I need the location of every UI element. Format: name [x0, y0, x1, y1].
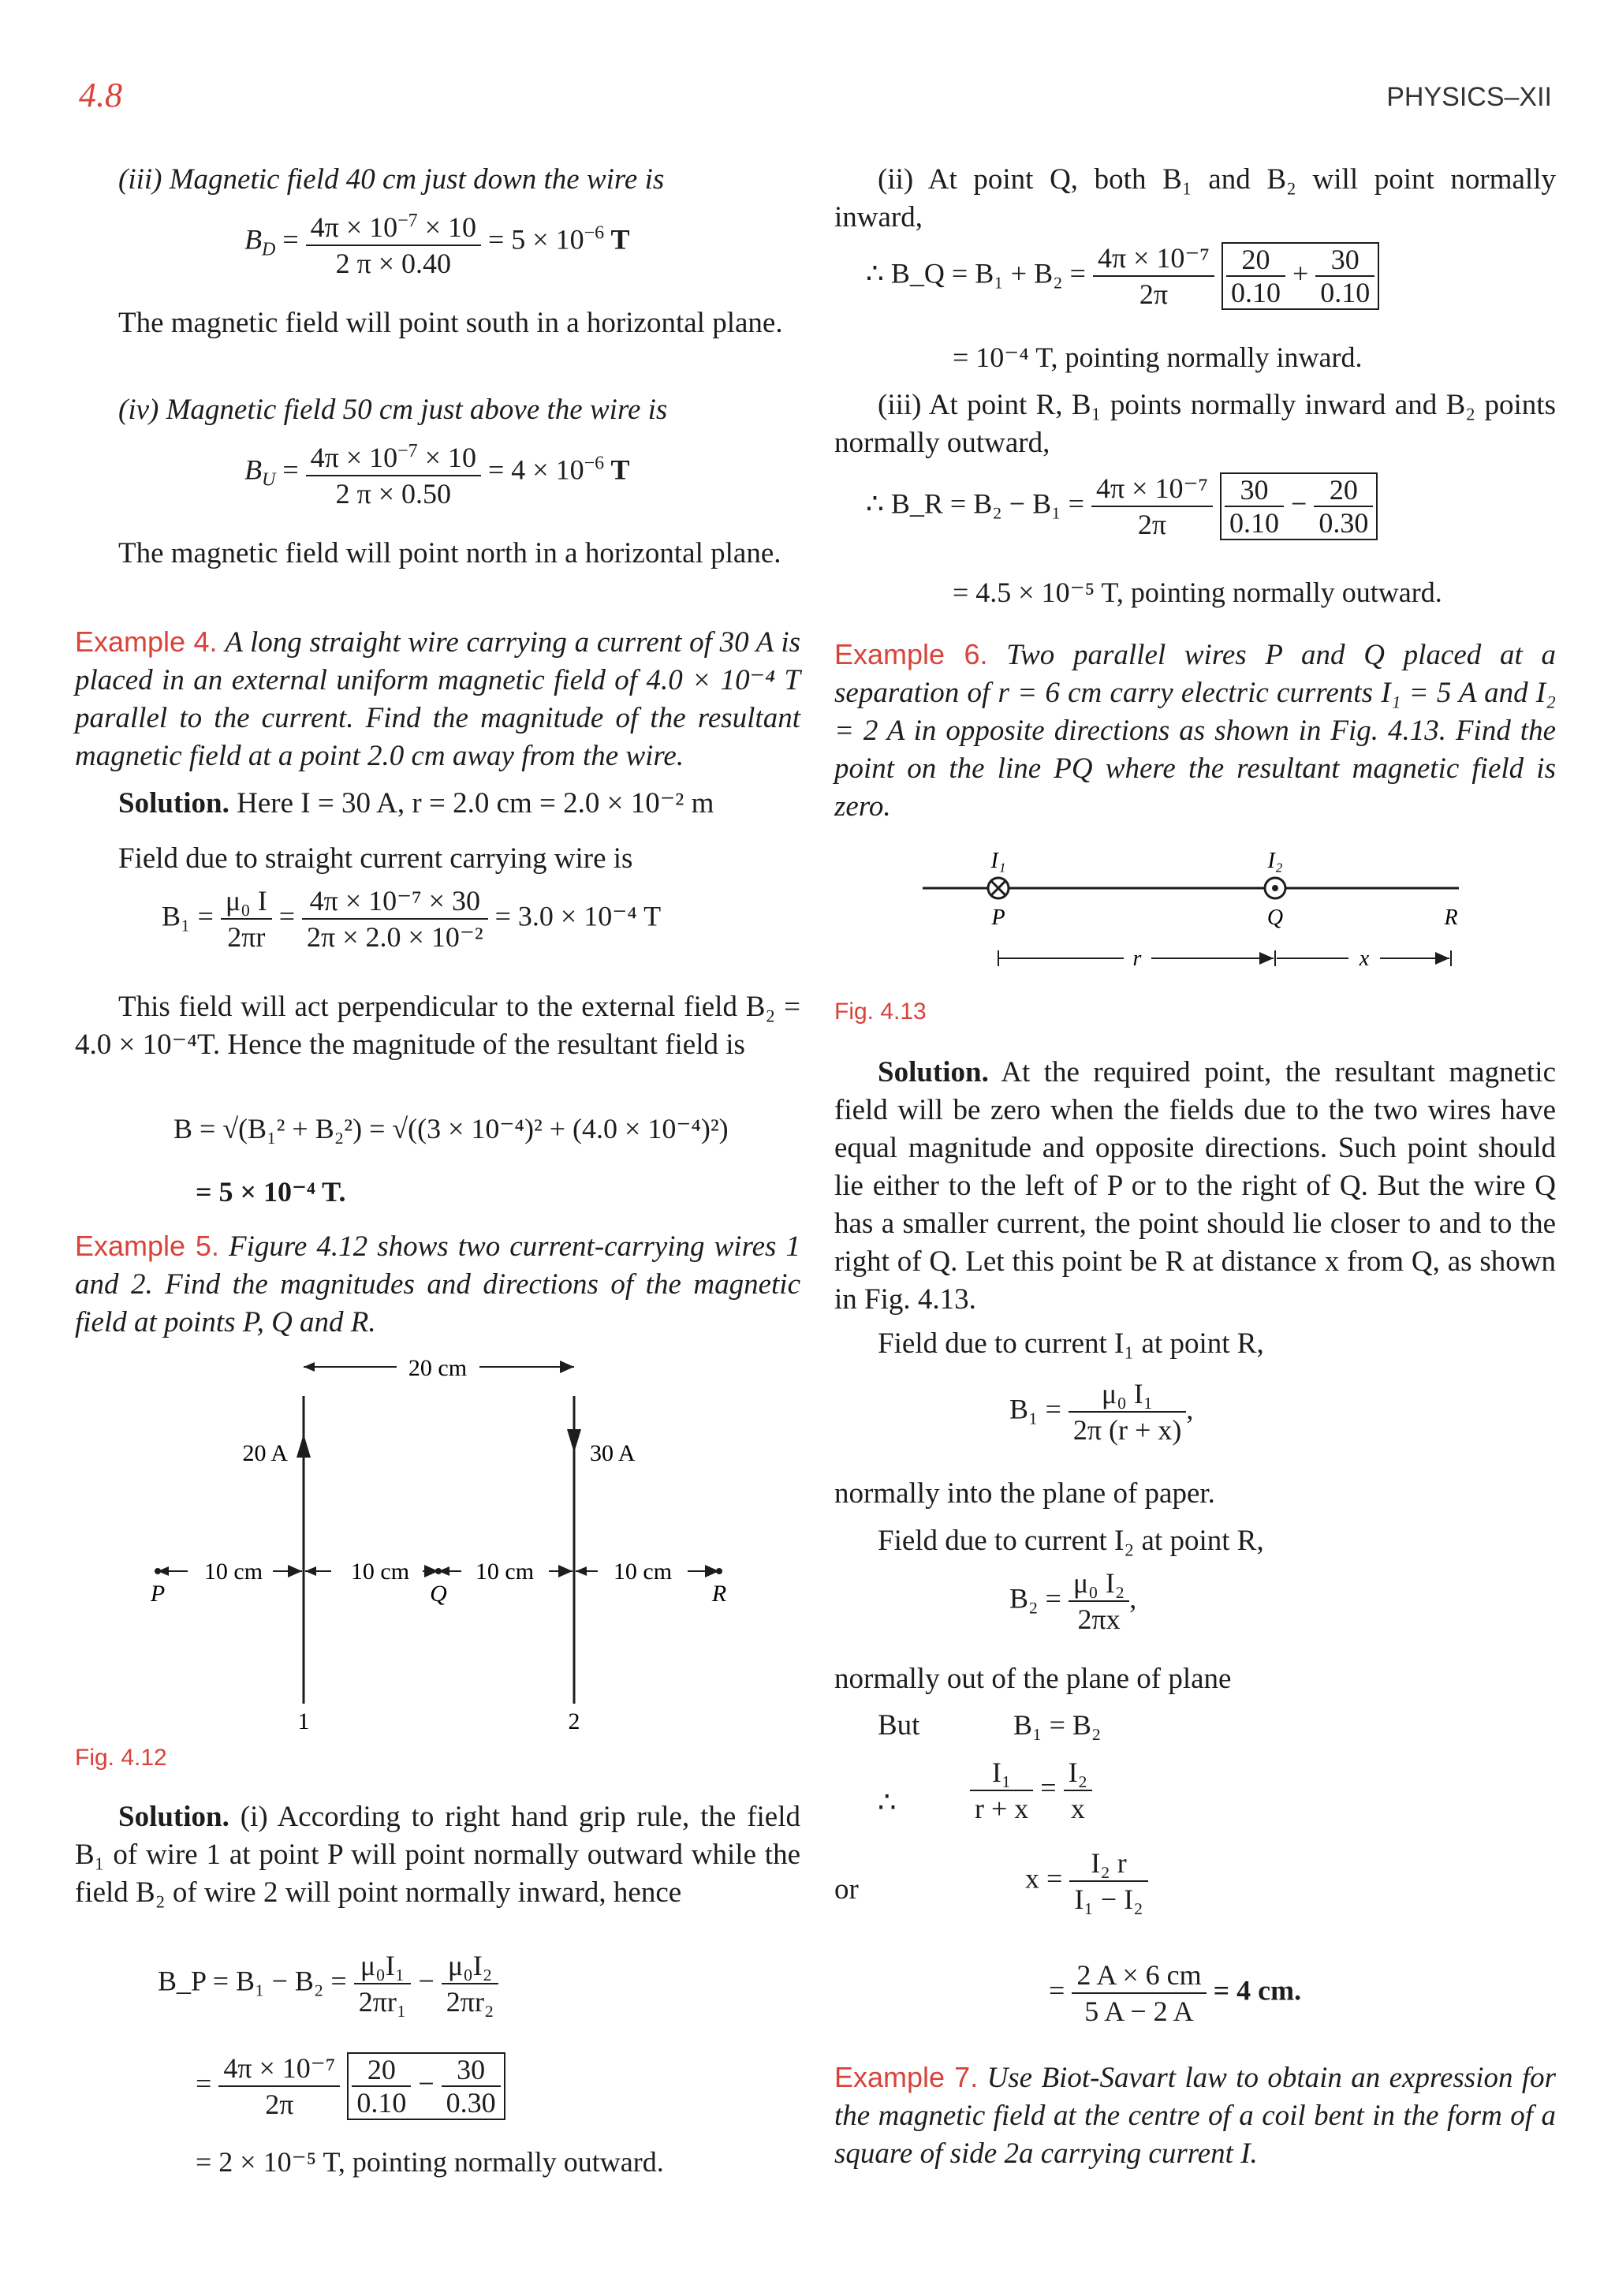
- solution-6-equation-1: B₁ = $\frac{\text{μ₀ I₁}}{2\pi (r + x)}$ ,: [1009, 1378, 1194, 1446]
- left-iii-equation: $B_D$ = $\frac{4\pi \times 10^{-7} \times 10}{2 \pi \times 0.40}$ = $5 \times 10^{-6}$ T: [244, 203, 630, 281]
- running-title: PHYSICS–XII: [1386, 82, 1552, 112]
- example-7-label: Example 7.: [834, 2061, 979, 2093]
- x-value: = $\frac{2 A \times 6 cm}{5 A - 2 A}$ = 4 cm.: [1049, 1959, 1302, 2027]
- figure-4-12: [142, 1341, 757, 1751]
- solution-5-equation-1: B_P = B₁ − B₂ = $\frac{\text{μ₀I₁}}{\text{2πr₁}}$ − $\frac{\text{μ₀I₂}}{\text{2πr₂}}$: [158, 1948, 498, 2019]
- ratio-equation: $\frac{\text{I₁}}{r + x}$ = $\frac{\text{I₂}}{x}$: [970, 1755, 1092, 1826]
- fig412-seg2: 10 cm: [350, 1559, 410, 1585]
- fig413-Q: Q: [1266, 905, 1284, 930]
- solution-6-direction-1: normally into the plane of paper.: [834, 1477, 1215, 1510]
- solution-6-field-2: Field due to current I₂ at point R,: [878, 1525, 1264, 1557]
- solution-4-given: Solution. Here I = 30 A, r = 2.0 cm = 2.0 × 10⁻² m: [118, 787, 714, 819]
- figure-4-13: [923, 836, 1475, 978]
- fig412-arrow-down: [567, 1429, 581, 1453]
- example-7: [834, 2059, 1556, 2173]
- left-iv-text: (iv) Magnetic field 50 cm just above the wire is: [118, 394, 668, 426]
- right-ii-text: (ii) At point Q, both B₁ and B₂ will point normally inward,: [834, 163, 1556, 233]
- fig412-seg4: 10 cm: [613, 1559, 673, 1585]
- fig412-wire2-label: 2: [568, 1708, 580, 1734]
- right-iii-equation: ∴ B_R = B₂ − B₁ = $\frac{\text{4π × 10⁻⁷}}{2\pi}$ $\frac{30}{0.10}$ − $\frac{20}{0.30}$: [866, 471, 1378, 542]
- fig412-point-R: R: [711, 1581, 727, 1607]
- example-7-text: Use Biot-Savart law to obtain an expression for the magnetic field at the centre of a coil bent in the form of a square of side 2a carrying current I.: [834, 2062, 1557, 2170]
- example-5-label: Example 5.: [75, 1230, 219, 1262]
- left-iv-after: The magnetic field will point north in a horizontal plane.: [118, 537, 781, 569]
- left-iii-after: The magnetic field will point south in a horizontal plane.: [118, 307, 783, 339]
- figure-4-13-caption: Fig. 4.13: [834, 999, 927, 1025]
- fig412-seg3: 10 cm: [475, 1559, 535, 1585]
- right-iii-text: (iii) At point R, B₁ points normally inward and B₂ points normally outward,: [834, 389, 1556, 459]
- solution-6-text: Solution. At the required point, the resultant magnetic field will be zero when the fields due to the two wires have equal magnitude and opposite directions. Such point should lie either to the left of P or to the right of Q. But the wire Q has a smaller current, the point should lie closer to and to the right of Q. Let this point be R at distance x from Q, as shown in Fig. 4.13.: [834, 1056, 1556, 1316]
- example-6-label: Example 6.: [834, 638, 988, 670]
- fig413-P: P: [991, 905, 1005, 930]
- example-4-text: A long straight wire carrying a current of 30 A is placed in an external uniform magnetic field of 4.0 × 10⁻⁴ T parallel to the current. Find the magnitude of the resultant magnetic field at a point 2.0 cm away from the wire.: [75, 626, 801, 772]
- right-iii-result: = 4.5 × 10⁻⁵ T, pointing normally outward.: [953, 577, 1442, 608]
- solution-6-equation-2: B₂ = $\frac{\text{μ₀ I₂}}{2\pi x}$ ,: [1009, 1567, 1137, 1635]
- solution-5-text: Solution. (i) According to right hand grip rule, the field B₁ of wire 1 at point P will point normally outward while the field B₂ of wire 2 will point normally inward, hence: [75, 1801, 800, 1909]
- therefore-symbol: ∴: [878, 1786, 897, 1819]
- example-6-text: Two parallel wires P and Q placed at a separation of r = 6 cm carry electric currents I₁ = 5 A and I₂ = 2 A in opposite directions as shown in Fig. 4.13. Find the point on the line PQ where the resultant magnetic field is zero.: [834, 639, 1557, 823]
- solution-4-field-text: Field due to straight current carrying wire is: [118, 842, 633, 875]
- fig412-top-label: 20 cm: [408, 1355, 468, 1381]
- fig412-wire2-current: 30 A: [590, 1440, 636, 1466]
- fig412-point-Q: Q: [430, 1581, 447, 1607]
- but-label: But: [878, 1709, 920, 1742]
- right-ii-equation: ∴ B_Q = B₁ + B₂ = $\frac{\text{4π × 10⁻⁷}}{2\pi}$ $\frac{20}{0.10}$ + $\frac{30}{0.10}$: [866, 241, 1379, 312]
- page-number: 4.8: [79, 76, 122, 114]
- fig412-seg1: 10 cm: [203, 1559, 263, 1585]
- fig413-r: r: [1132, 946, 1142, 971]
- example-5-text: Figure 4.12 shows two current-carrying wires 1 and 2. Find the magnitudes and directions of the magnetic field at points P, Q and R.: [75, 1230, 800, 1338]
- fig413-I2: I₂: [1267, 849, 1283, 873]
- solution-5-result: = 2 × 10⁻⁵ T, pointing normally outward.: [196, 2146, 664, 2178]
- solution-5-equation-2: = $\frac{\text{4π × 10⁻⁷}}{2\pi}$ $\frac{20}{0.10}$ − $\frac{30}{0.30}$: [196, 2051, 505, 2122]
- solution-4-b-result: = 5 × 10⁻⁴ T.: [196, 1176, 346, 1208]
- figure-4-12-caption: Fig. 4.12: [75, 1745, 167, 1771]
- fig412-wire1-label: 1: [297, 1708, 310, 1734]
- fig412-wire1-current: 20 A: [242, 1440, 288, 1466]
- solution-6-field-1: Field due to current I₁ at point R,: [878, 1327, 1264, 1360]
- solution-4-b-equation: B = √(B₁² + B₂²) = √((3 × 10⁻⁴)² + (4.0 × 10⁻⁴)²): [173, 1113, 729, 1144]
- right-ii-result: = 10⁻⁴ T, pointing normally inward.: [953, 342, 1363, 373]
- fig412-arrow-up: [297, 1434, 311, 1458]
- fig412-point-P: P: [150, 1581, 166, 1607]
- fig413-x: x: [1359, 946, 1370, 971]
- fig413-I1: I₁: [990, 849, 1006, 873]
- x-equation: x = $\frac{\text{I₂ r}}{\text{I₁ − I₂}}$: [1025, 1846, 1148, 1917]
- solution-4-equation: B₁ = $\frac{\text{μ₀ I}}{2\pi r}$ = $\frac{\text{4π × 10⁻⁷ × 30}}{\text{2π × 2.0 × 10⁻²}}$ = 3.0 × 10⁻⁴ T: [162, 885, 662, 953]
- or-label: or: [834, 1873, 859, 1906]
- fig413-R: R: [1444, 905, 1458, 930]
- but-equation: B₁ = B₂: [1013, 1709, 1102, 1741]
- example-4-label: Example 4.: [75, 625, 218, 658]
- example-4: [75, 623, 800, 775]
- left-iv-equation: $B_U$ = $\frac{4\pi \times 10^{-7} \times 10}{2 \pi \times 0.50}$ = $4 \times 10^{-6}$ T: [244, 434, 630, 511]
- solution-4-perp-text: This field will act perpendicular to the external field B₂ = 4.0 × 10⁻⁴T. Hence the magnitude of the resultant field is: [75, 991, 800, 1061]
- solution-6-direction-2: normally out of the plane of plane: [834, 1663, 1232, 1695]
- example-6: [834, 636, 1556, 826]
- left-iii-text: (iii) Magnetic field 40 cm just down the wire is: [118, 163, 665, 196]
- example-5: [75, 1227, 800, 1342]
